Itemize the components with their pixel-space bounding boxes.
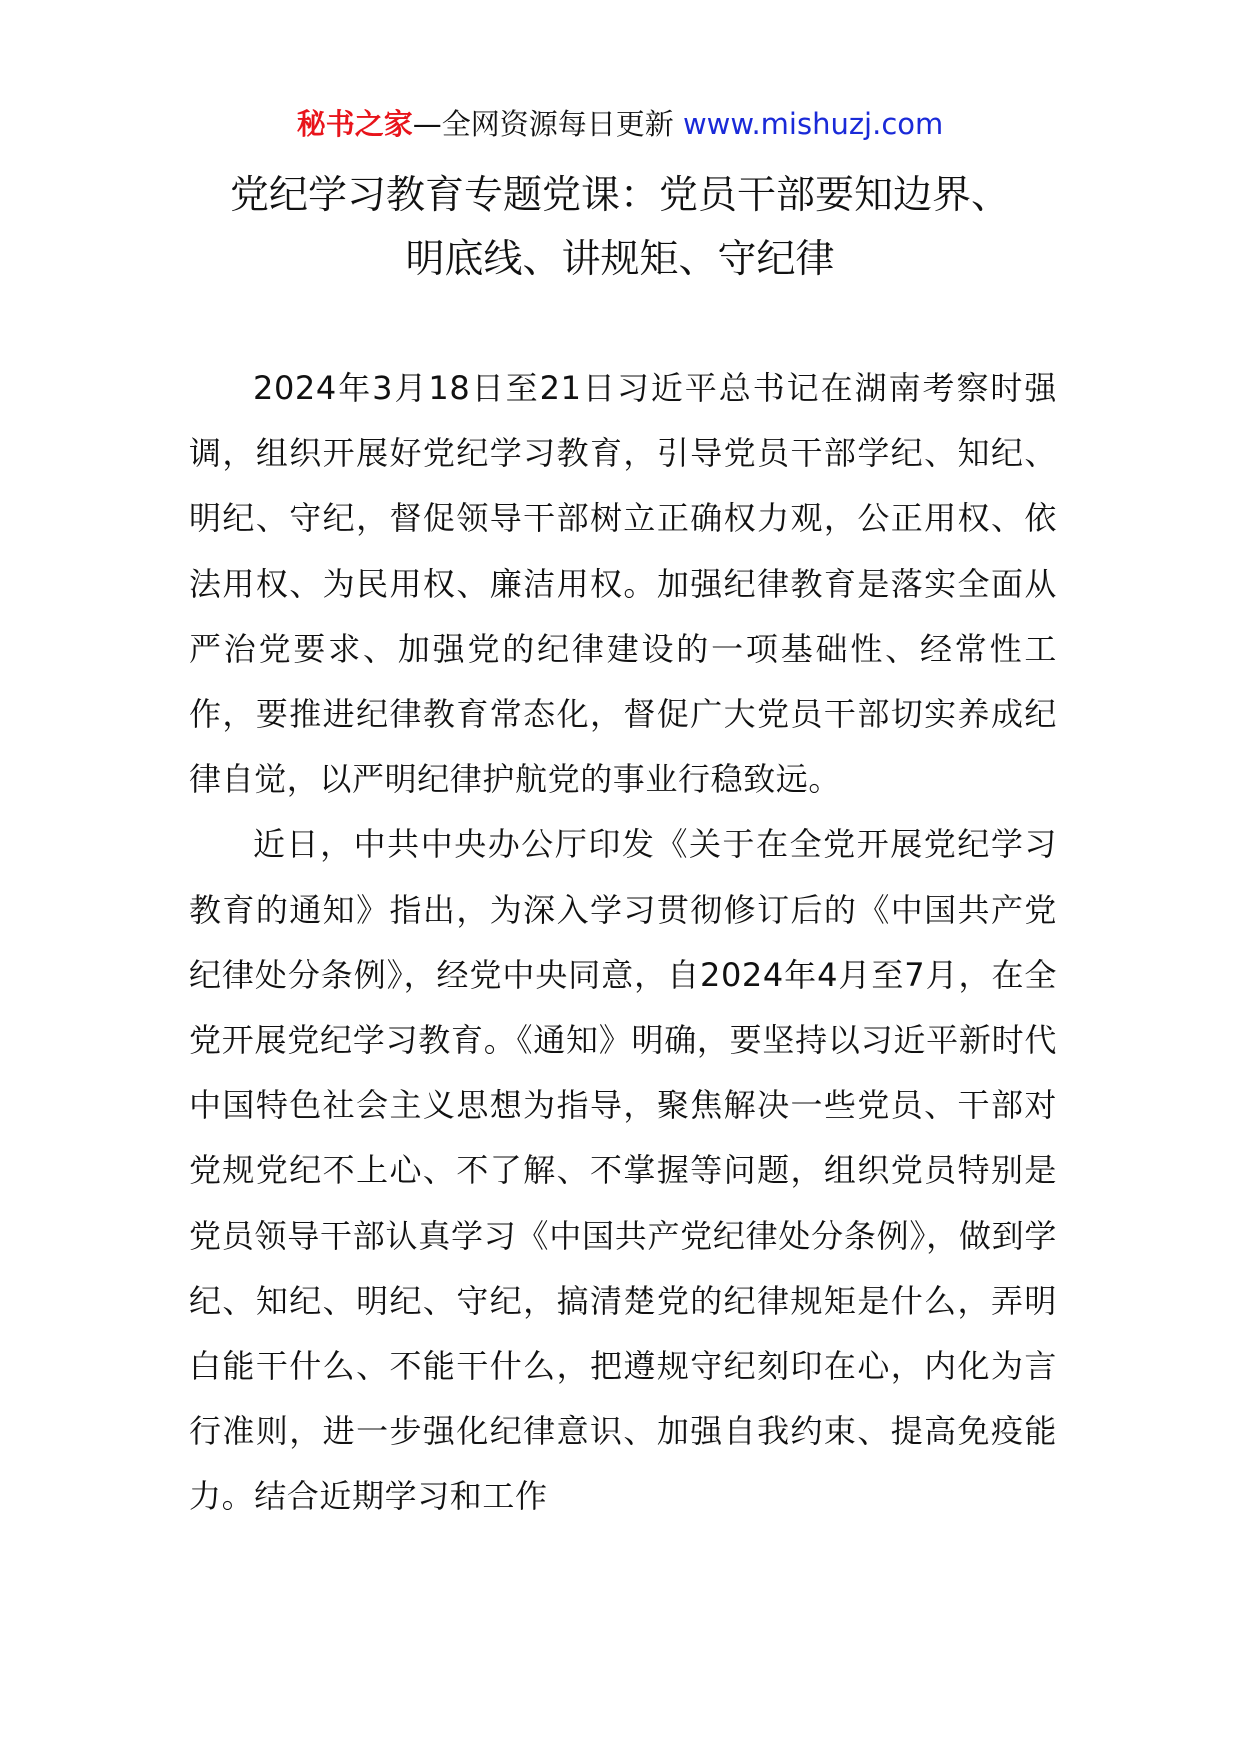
title-line-2: 明底线、讲规矩、守纪律 — [405, 237, 835, 282]
document-body — [189, 356, 1057, 1530]
site-slogan: —全网资源每日更新 — [412, 107, 674, 141]
site-header — [0, 102, 1240, 146]
document-title — [150, 164, 1090, 292]
paragraph-1: 2024年3月18日至21日习近平总书记在湖南考察时强调，组织开展好党纪学习教育，引导党员干部学纪、知纪、明纪、守纪，督促领导干部树立正确权力观，公正用权、依法用权、为民用权、廉洁用权。加强纪律教育是落实全面从严治党要求、加强党的纪律建设的一项基础性、经常性工作，要推进纪律教育常态化，督促广大党员干部切实养成纪律自觉，以严明纪律护航党的事业行稳致远。 — [189, 369, 1057, 799]
paragraph-2: 近日，中共中央办公厅印发《关于在全党开展党纪学习教育的通知》指出，为深入学习贯彻修订后的《中国共产党纪律处分条例》，经党中央同意，自2024年4月至7月，在全党开展党纪学习教育。《通知》明确，要坚持以习近平新时代中国特色社会主义思想为指导，聚焦解决一些党员、干部对党规党纪不上心、不了解、不掌握等问题，组织党员特别是党员领导干部认真学习《中国共产党纪律处分条例》，做到学纪、知纪、明纪、守纪，搞清楚党的纪律规矩是什么，弄明白能干什么、不能干什么，把遵规守纪刻印在心，内化为言行准则，进一步强化纪律意识、加强自我约束、提高免疫能力。结合近期学习和工作 — [189, 825, 1057, 1516]
site-brand: 秘书之家 — [296, 107, 413, 141]
site-url-link[interactable]: www.mishuzj.com — [682, 107, 944, 141]
title-line-1: 党纪学习教育专题党课：党员干部要知边界、 — [229, 173, 1010, 218]
